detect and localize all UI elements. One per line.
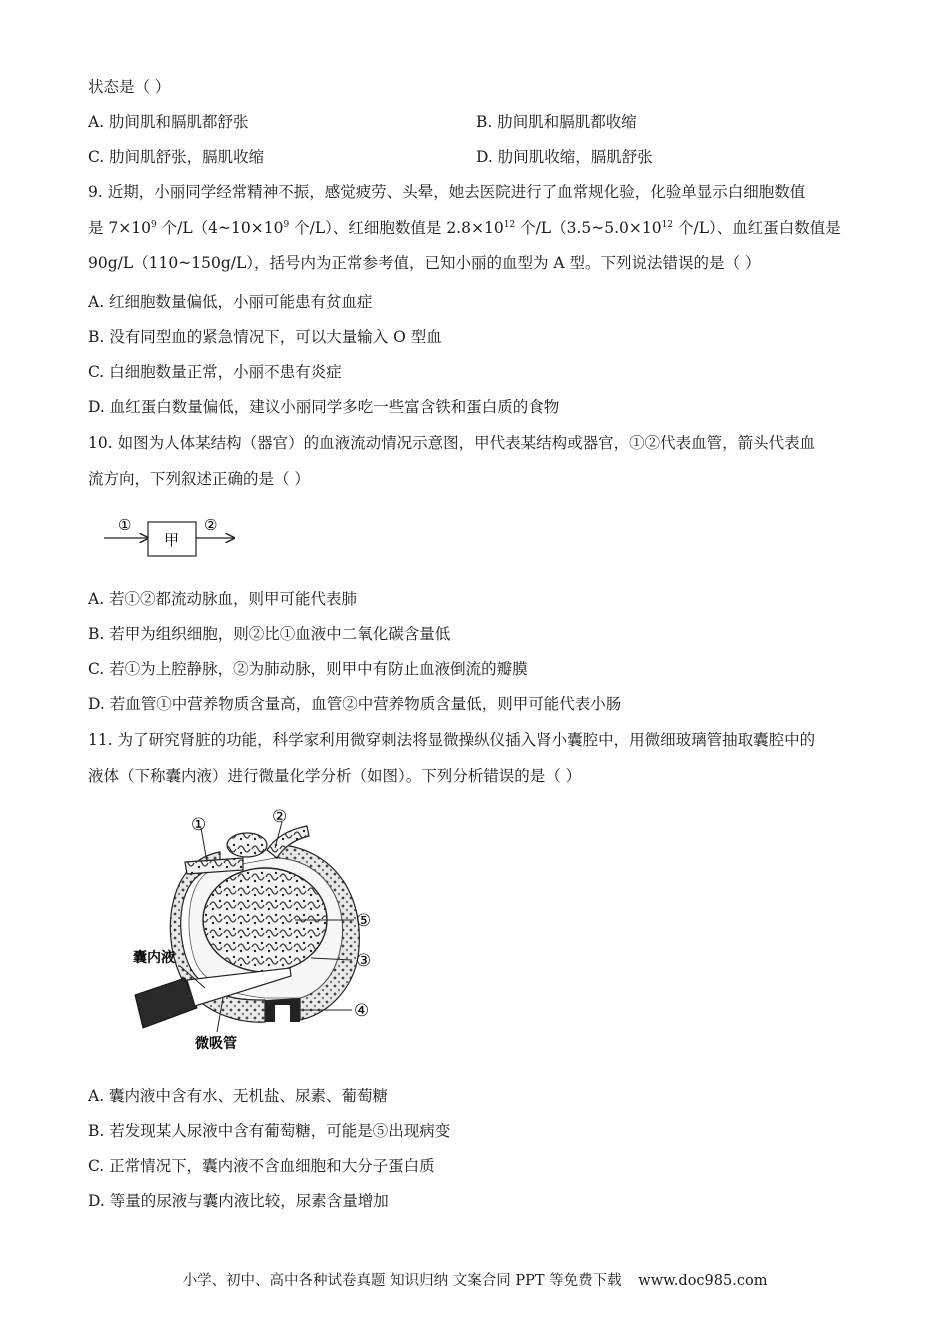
figure-label-3: ③ [356,951,372,971]
q11-option-d: D. 等量的尿液与囊内液比较，尿素含量增加 [88,1192,389,1210]
figure-label-1: ① [191,815,207,835]
q10-stem-line1: 10. 如图为人体某结构（器官）的血液流动情况示意图，甲代表某结构或器官，①②代表血管，箭头代表血 [88,434,816,452]
q9-option-c: C. 白细胞数量正常，小丽不患有炎症 [88,363,342,381]
q9-option-d: D. 血红蛋白数量偏低，建议小丽同学多吃一些富含铁和蛋白质的食物 [88,398,560,416]
capsule-fluid-label: 囊内液 [133,950,175,966]
q9-option-b: B. 没有同型血的紧急情况下，可以大量输入 O 型血 [88,328,442,346]
organ-box-label: 甲 [164,531,180,549]
footer-site-link[interactable]: www.doc985.com [638,1273,768,1289]
q11-nephron-figure [125,800,390,1055]
q11-stem-line1: 11. 为了研究肾脏的功能，科学家利用微穿刺法将显微操纵仪插入肾小囊腔中，用微细玻璃管抽取囊腔中的 [88,731,816,749]
q10-option-b: B. 若甲为组织细胞，则②比①血液中二氧化碳含量低 [88,625,451,643]
q8-option-d: D. 肋间肌收缩，膈肌舒张 [476,148,653,166]
q8-option-b: B. 肋间肌和膈肌都收缩 [476,113,637,131]
renal-tubule [265,998,300,1022]
q10-option-c: C. 若①为上腔静脉，②为肺动脉，则甲中有防止血液倒流的瓣膜 [88,660,528,678]
q9-option-a: A. 红细胞数量偏低，小丽可能患有贫血症 [88,293,373,311]
q11-option-c: C. 正常情况下，囊内液不含血细胞和大分子蛋白质 [88,1157,435,1175]
vessel-knot [227,833,267,857]
q9-stem-line1: 9. 近期，小丽同学经常精神不振，感觉疲劳、头晕，她去医院进行了血常规化验，化验单显示白细胞数值 [88,183,806,201]
q11-option-b: B. 若发现某人尿液中含有葡萄糖，可能是⑤出现病变 [88,1122,451,1140]
diagram-label-1: ① [118,516,132,534]
q8-stem-tail: 状态是（ ） [88,78,171,96]
micropipette-holder [135,978,197,1028]
diagram-label-2: ② [204,516,218,534]
q11-option-a: A. 囊内液中含有水、无机盐、尿素、葡萄糖 [88,1087,389,1105]
q8-option-a: A. 肋间肌和膈肌都舒张 [88,113,249,131]
page-footer [0,1269,950,1290]
figure-label-5: ⑤ [356,911,372,931]
q9-stem-line2: 是 $7\times 10^9$ 个$/L(4\sim 10\times 10^9$ 个/L）、红细胞数值是 $2.8\times 10^{12}$ 个$/L(3.5\sim 5.0\times 10^{12}$ 个/L）、血红蛋白数值是 [88,219,841,237]
q11-stem-line2: 液体（下称囊内液）进行微量化学分析（如图）。下列分析错误的是（ ） [88,767,582,785]
micropipette-label: 微吸管 [195,1036,237,1052]
q8-option-c: C. 肋间肌舒张，膈肌收缩 [88,148,265,166]
figure-label-2: ② [272,807,288,827]
q10-stem-line2: 流方向，下列叙述正确的是（ ） [88,470,310,488]
q10-flow-diagram [100,512,240,562]
q9-stem-line3: 90g/L（110~150g/L），括号内为正常参考值，已知小丽的血型为 A 型。下列说法错误的是（ ） [88,254,761,272]
q10-option-d: D. 若血管①中营养物质含量高，血管②中营养物质含量低，则甲可能代表小肠 [88,695,622,713]
figure-label-4: ④ [354,1001,370,1021]
q10-option-a: A. 若①②都流动脉血，则甲可能代表肺 [88,590,358,608]
footer-text: 小学、初中、高中各种试卷真题 知识归纳 文案合同 PPT 等免费下载 [182,1273,622,1289]
